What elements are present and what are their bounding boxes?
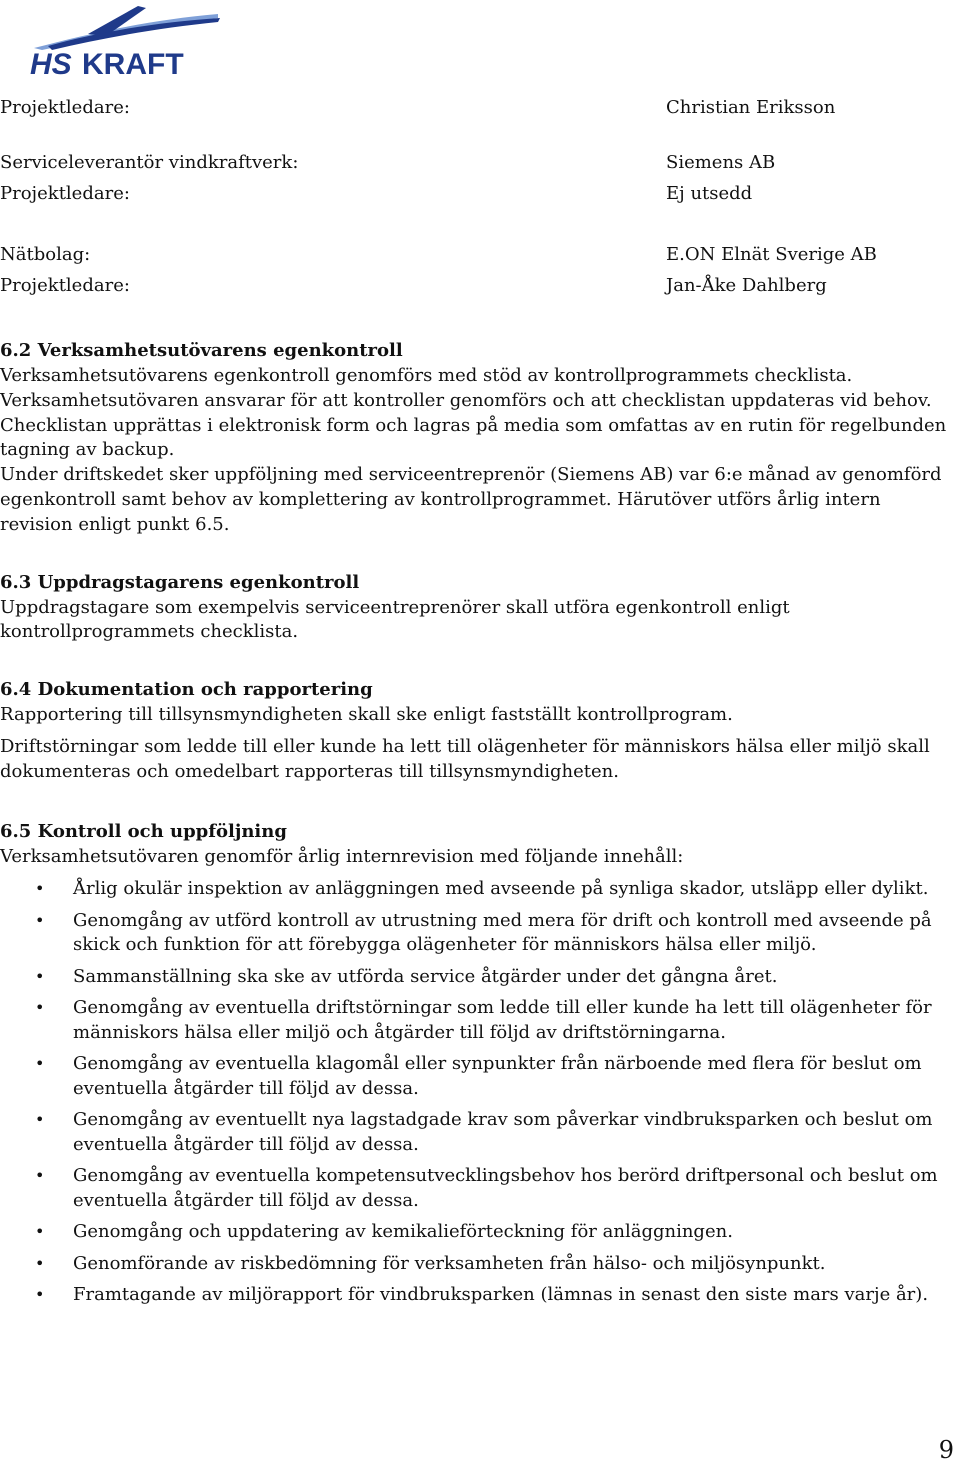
- section-6-2-paragraph-2: Under driftskedet sker uppföljning med serviceentreprenör (Siemens AB) var 6:e månad av genomförd egenkontroll samt behov av komplettering av kontrollprogrammet. Härutöver utförs årlig intern revision enligt punkt 6.5.: [0, 464, 942, 535]
- list-item: [0, 1164, 958, 1214]
- list-item-text: Genomgång av eventuella driftstörningar som ledde till eller kunde ha lett till olägenheter för människors hälsa eller miljö och åtgärder till följd av driftstörningarna.: [73, 997, 932, 1043]
- contact-label: Nätbolag:: [0, 244, 91, 265]
- contact-value: Christian Eriksson: [666, 97, 836, 118]
- page-number: 9: [938, 1436, 954, 1464]
- list-item: [0, 1108, 958, 1158]
- contact-label: Projektledare:: [0, 97, 130, 118]
- bullet-icon: •: [35, 966, 45, 986]
- list-item-text: Genomgång av eventuella klagomål eller synpunkter från närboende med flera för beslut om eventuella åtgärder till följd av dessa.: [73, 1053, 922, 1099]
- list-item-text: Årlig okulär inspektion av anläggningen med avseende på synliga skador, utsläpp eller dylikt.: [73, 878, 929, 900]
- list-item: [0, 1252, 958, 1277]
- contact-row: [0, 272, 960, 303]
- list-item-text: Genomgång och uppdatering av kemikalieförteckning för anläggningen.: [73, 1221, 733, 1243]
- list-item: [0, 965, 958, 990]
- contact-label: Serviceleverantör vindkraftverk:: [0, 152, 299, 173]
- section-6-4-paragraph-2: Driftstörningar som ledde till eller kunde ha lett till olägenheter för människors hälsa eller miljö skall dokumenteras och omedelbart rapporteras till tillsynsmyndigheten.: [0, 735, 930, 782]
- list-item: [0, 1220, 958, 1245]
- section-6-4-heading: 6.4 Dokumentation och rapportering: [0, 679, 373, 701]
- bullet-icon: •: [35, 1222, 45, 1242]
- section-6-5-intro: Verksamhetsutövaren genomför årlig internrevision med följande innehåll:: [0, 845, 684, 867]
- bullet-icon: •: [35, 1285, 45, 1305]
- bullet-icon: •: [35, 879, 45, 899]
- list-item-text: Sammanställning ska ske av utförda service åtgärder under det gångna året.: [73, 965, 778, 987]
- hs-kraft-logo: [28, 4, 223, 78]
- bullet-icon: •: [35, 1110, 45, 1130]
- contact-value: Ej utsedd: [666, 183, 753, 204]
- section-6-5-heading: 6.5 Kontroll och uppföljning: [0, 820, 287, 842]
- list-item: [0, 1283, 958, 1308]
- bullet-icon: •: [35, 998, 45, 1018]
- contact-value: E.ON Elnät Sverige AB: [666, 244, 877, 265]
- bullet-icon: •: [35, 1166, 45, 1186]
- list-item-text: Genomgång av eventuellt nya lagstadgade krav som påverkar vindbruksparken och beslut om eventuella åtgärder till följd av dessa.: [73, 1109, 933, 1156]
- bullet-icon: •: [35, 1054, 45, 1074]
- document-body: [0, 338, 958, 1314]
- contact-label: Projektledare:: [0, 275, 130, 296]
- logo-kraft-text: KRAFT: [82, 48, 184, 78]
- list-item-text: Genomförande av riskbedömning för verksamheten från hälso- och miljösynpunkt.: [73, 1252, 826, 1274]
- contact-row: [0, 94, 960, 125]
- audit-content-list: [0, 877, 958, 1307]
- section-6-4-paragraph-1: Rapportering till tillsynsmyndigheten skall ske enligt fastställt kontrollprogram.: [0, 704, 733, 726]
- contact-list: [0, 94, 960, 303]
- contact-row: [0, 241, 960, 272]
- list-item: [0, 909, 958, 959]
- list-item-text: Genomgång av utförd kontroll av utrustning med mera för drift och kontroll med avseende på skick och funktion för att förebygga olägenheter för människors hälsa eller miljö.: [73, 909, 932, 956]
- list-item-text: Genomgång av eventuella kompetensutvecklingsbehov hos berörd driftpersonal och beslut om eventuella åtgärder till följd av dessa.: [73, 1165, 938, 1212]
- contact-label: Projektledare:: [0, 183, 130, 204]
- list-item: [0, 1052, 958, 1102]
- contact-row: [0, 149, 960, 180]
- logo-hs-text: HS: [30, 48, 72, 78]
- list-item: [0, 877, 958, 902]
- bullet-icon: •: [35, 910, 45, 930]
- bullet-icon: •: [35, 1253, 45, 1273]
- contact-row: [0, 180, 960, 211]
- contact-value: Siemens AB: [666, 152, 776, 173]
- list-item-text: Framtagande av miljörapport för vindbruksparken (lämnas in senast den siste mars varje år).: [73, 1284, 929, 1306]
- section-6-3-paragraph-1: Uppdragstagare som exempelvis serviceentreprenörer skall utföra egenkontroll enligt kontrollprogrammets checklista.: [0, 596, 790, 643]
- list-item: [0, 996, 958, 1046]
- section-6-2-heading: 6.2 Verksamhetsutövarens egenkontroll: [0, 340, 403, 361]
- contact-value: Jan-Åke Dahlberg: [666, 275, 827, 296]
- section-6-3-heading: 6.3 Uppdragstagarens egenkontroll: [0, 571, 360, 593]
- section-6-2-paragraph-1: Verksamhetsutövarens egenkontroll genomförs med stöd av kontrollprogrammets checklista. Verksamhetsutövaren ansvarar för att kontroller genomförs och att checklistan uppdateras vid behov. Checklistan upprättas i elektronisk form och lagras på media som omfattas av en rutin för regelbunden tagning av backup.: [0, 365, 947, 461]
